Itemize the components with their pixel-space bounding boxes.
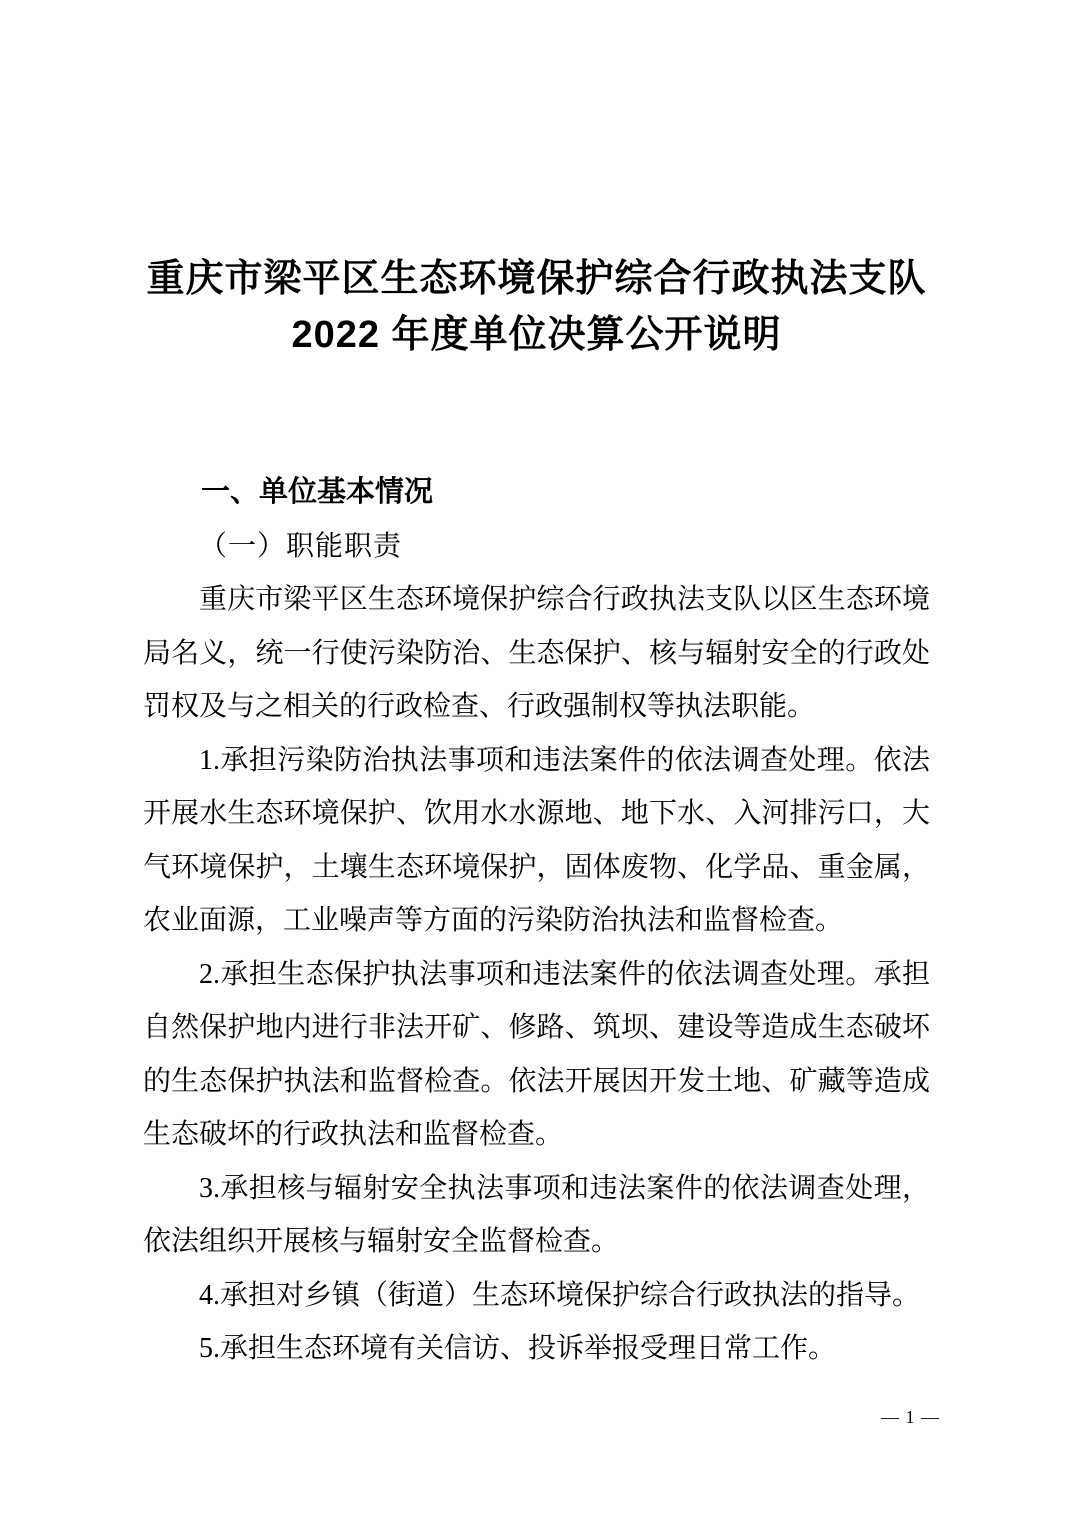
section-heading: 一、单位基本情况 xyxy=(201,476,434,508)
document-body xyxy=(143,466,930,1376)
body-paragraph: 1.承担污染防治执法事项和违法案件的依法调查处理。依法开展水生态环境保护、饮用水水源地、地下水、入河排污口，大气环境保护，土壤生态环境保护，固体废物、化学品、重金属，农业面源，工业噪声等方面的污染防治执法和监督检查。 xyxy=(143,744,930,936)
body-paragraph: 2.承担生态保护执法事项和违法案件的依法调查处理。承担自然保护地内进行非法开矿、修路、筑坝、建设等造成生态破坏的生态保护执法和监督检查。依法开展因开发土地、矿藏等造成生态破坏的行政执法和监督检查。 xyxy=(143,958,930,1150)
body-paragraph: 5.承担生态环境有关信访、投诉举报受理日常工作。 xyxy=(199,1333,837,1364)
page-number: — 1 — xyxy=(881,1407,940,1427)
body-paragraph: 4.承担对乡镇（街道）生态环境保护综合行政执法的指导。 xyxy=(199,1279,921,1311)
document-title-line-1: 重庆市梁平区生态环境保护综合行政执法支队 xyxy=(146,258,927,300)
body-paragraph: 重庆市梁平区生态环境保护综合行政执法支队以区生态环境局名义，统一行使污染防治、生态保护、核与辐射安全的行政处罚权及与之相关的行政检查、行政强制权等执法职能。 xyxy=(143,584,930,722)
page-footer xyxy=(881,1406,940,1428)
body-paragraph: 3.承担核与辐射安全执法事项和违法案件的依法调查处理，依法组织开展核与辐射安全监督检查。 xyxy=(143,1172,930,1257)
document-title-line-2: 2022 年度单位决算公开说明 xyxy=(291,314,782,356)
subsection-heading: （一）职能职责 xyxy=(199,530,403,562)
document-title xyxy=(143,251,930,363)
